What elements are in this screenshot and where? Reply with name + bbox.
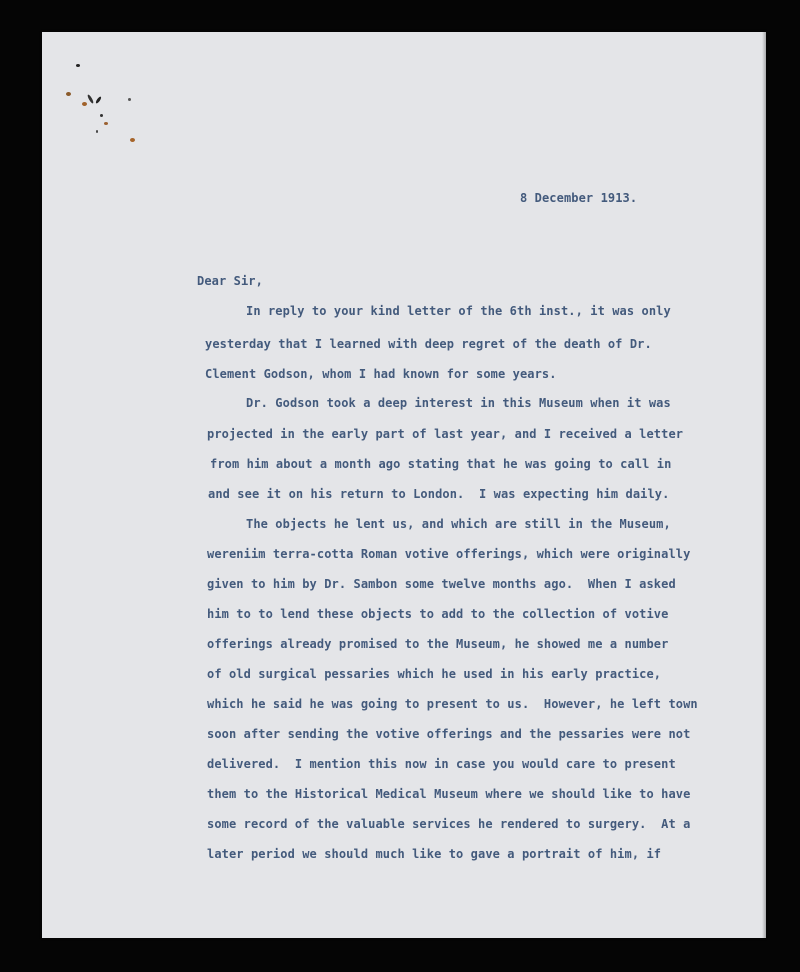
letter-line: them to the Historical Medical Museum where we should like to have [207,787,691,801]
letter-line: delivered. I mention this now in case you would care to present [207,757,676,771]
letter-line: wereniim terra-cotta Roman votive offerings, which were originally [207,547,691,561]
page-edge-shadow [762,32,766,938]
letter-page [42,32,766,938]
letter-line: Clement Godson, whom I had known for some years. [205,367,557,381]
rust-stain [130,138,135,142]
letter-date: 8 December 1913. [520,191,638,205]
letter-salutation: Dear Sir, [197,274,263,288]
staple-mark [96,130,98,133]
rust-stain [128,98,131,101]
letter-line: soon after sending the votive offerings and the pessaries were not [207,727,691,741]
letter-line: which he said he was going to present to us. However, he left town [207,697,698,711]
rust-stain [82,102,87,106]
letter-line: offerings already promised to the Museum, he showed me a number [207,637,669,651]
letter-line: from him about a month ago stating that he was going to call in [210,457,672,471]
letter-line: some record of the valuable services he rendered to surgery. At a [207,817,691,831]
staple-mark [76,64,80,67]
letter-line: projected in the early part of last year, and I received a letter [207,427,684,441]
letter-line: of old surgical pessaries which he used in his early practice, [207,667,662,681]
letter-line: Dr. Godson took a deep interest in this Museum when it was [246,396,671,410]
letter-line: and see it on his return to London. I was expecting him daily. [208,487,670,501]
rust-stain [66,92,71,96]
staple-mark [100,114,103,117]
letter-line: The objects he lent us, and which are still in the Museum, [246,517,671,531]
letter-line: later period we should much like to gave a portrait of him, if [207,847,662,861]
letter-line: yesterday that I learned with deep regret of the death of Dr. [205,337,652,351]
letter-line: In reply to your kind letter of the 6th inst., it was only [246,304,671,318]
letter-line: him to to lend these objects to add to the collection of votive [207,607,669,621]
staple-mark [87,94,95,104]
staple-mark [95,96,102,104]
letter-line: given to him by Dr. Sambon some twelve months ago. When I asked [207,577,676,591]
rust-stain [104,122,108,125]
